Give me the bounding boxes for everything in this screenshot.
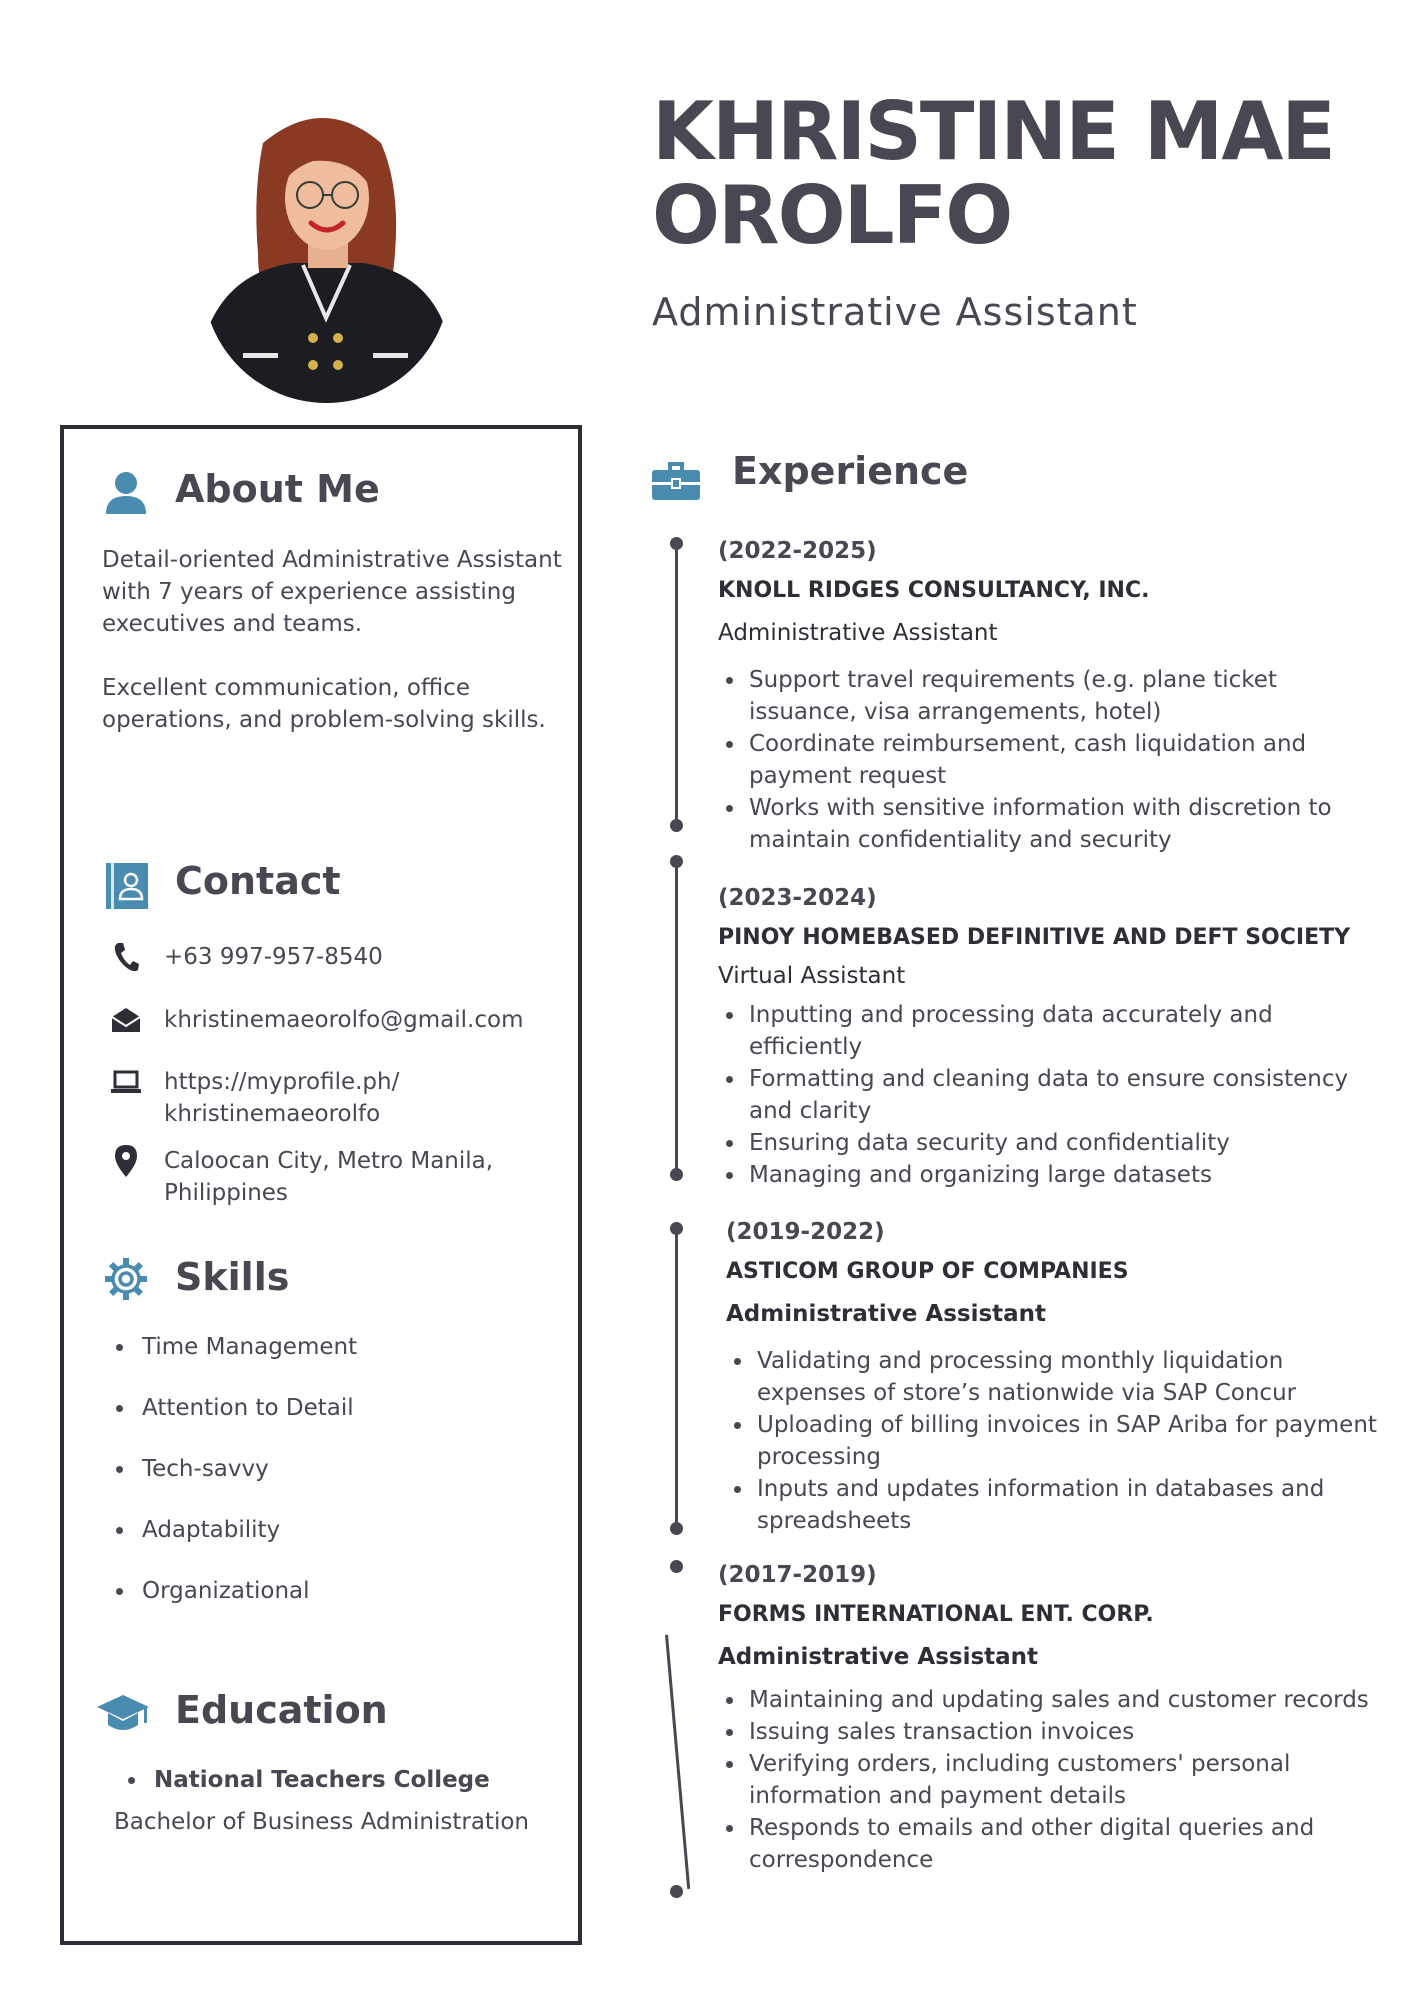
about-paragraph-1: Detail-oriented Administrative Assistant with 7 years of experience assisting executives and teams. (102, 547, 562, 637)
duty-item: Coordinate reimbursement, cash liquidation and payment request (718, 728, 1378, 792)
job-company: PINOY HOMEBASED DEFINITIVE AND DEFT SOCIETY (718, 925, 1351, 950)
website-line-1: https://myprofile.ph/ (164, 1069, 400, 1095)
timeline-line (665, 1635, 690, 1889)
duty-item: Support travel requirements (e.g. plane ticket issuance, visa arrangements, hotel) (718, 664, 1378, 728)
job-duties (718, 999, 1378, 1191)
location-line-1: Caloocan City, Metro Manila, (164, 1148, 494, 1174)
location-pin-icon (106, 1145, 146, 1177)
timeline-line (675, 1228, 678, 1528)
skill-item: Tech-savvy (102, 1453, 542, 1514)
skills-heading: Skills (175, 1255, 290, 1299)
contact-phone (106, 941, 383, 973)
timeline-dot (670, 1168, 683, 1181)
school-text: National Teachers College (154, 1767, 490, 1793)
job-duties (726, 1345, 1386, 1537)
job-role: Administrative Assistant (726, 1301, 1047, 1327)
job-role: Administrative Assistant (718, 620, 998, 646)
job-role: Virtual Assistant (718, 963, 906, 989)
envelope-icon (106, 1004, 146, 1036)
job-entry (718, 538, 1378, 856)
contact-book-icon (106, 863, 148, 914)
job-years: (2022-2025) (718, 538, 877, 564)
profile-photo (203, 103, 450, 403)
timeline-dot (670, 1560, 683, 1573)
about-paragraph-2: Excellent communication, office operations, and problem-solving skills. (102, 675, 546, 733)
website-link[interactable] (164, 1066, 399, 1130)
duty-item: Managing and organizing large datasets (718, 1159, 1378, 1191)
job-company: KNOLL RIDGES CONSULTANCY, INC. (718, 578, 1150, 603)
job-role: Administrative Assistant (718, 1644, 1039, 1670)
duty-item: Maintaining and updating sales and customer records (718, 1684, 1378, 1716)
website-line-2: khristinemaeorolfo (164, 1101, 381, 1127)
duty-item: Formatting and cleaning data to ensure consistency and clarity (718, 1063, 1378, 1127)
duty-item: Responds to emails and other digital queries and correspondence (718, 1812, 1378, 1876)
gear-icon (104, 1257, 148, 1306)
candidate-name (652, 85, 1372, 262)
contact-location (106, 1145, 493, 1209)
contact-email (106, 1004, 523, 1036)
job-duties (718, 1684, 1378, 1876)
job-entry (718, 885, 1378, 1191)
timeline-line (675, 543, 678, 825)
name-line-2: OROLFO (652, 169, 1012, 262)
email-link[interactable]: khristinemaeorolfo@gmail.com (164, 1007, 524, 1033)
graduation-cap-icon (96, 1693, 150, 1740)
about-section (102, 544, 562, 736)
skill-item: Organizational (102, 1575, 542, 1636)
duty-item: Issuing sales transaction invoices (718, 1716, 1378, 1748)
duty-item: Works with sensitive information with discretion to maintain confidentiality and security (718, 792, 1378, 856)
duty-item: Ensuring data security and confidentiality (718, 1127, 1378, 1159)
timeline-dot (670, 1522, 683, 1535)
duty-item: Inputs and updates information in databases and spreadsheets (726, 1473, 1386, 1537)
contact-heading: Contact (175, 859, 341, 903)
timeline-line (675, 861, 678, 1173)
job-company: FORMS INTERNATIONAL ENT. CORP. (718, 1602, 1154, 1627)
briefcase-icon (652, 460, 700, 507)
duty-item: Validating and processing monthly liquidation expenses of store’s nationwide via SAP Concur (726, 1345, 1386, 1409)
duty-item: Inputting and processing data accurately and efficiently (718, 999, 1378, 1063)
job-years: (2023-2024) (718, 885, 877, 911)
location-line-2: Philippines (164, 1180, 288, 1206)
duty-item: Verifying orders, including customers' personal information and payment details (718, 1748, 1378, 1812)
education-heading: Education (175, 1688, 388, 1732)
job-years: (2019-2022) (726, 1219, 885, 1245)
job-company: ASTICOM GROUP OF COMPANIES (726, 1259, 1129, 1284)
timeline-dot (670, 819, 683, 832)
phone-icon (106, 941, 146, 973)
job-entry (726, 1219, 1386, 1537)
location-text (164, 1145, 493, 1209)
school-name (114, 1764, 574, 1796)
job-title: Administrative Assistant (652, 290, 1138, 334)
laptop-icon (106, 1066, 146, 1098)
name-line-1: KHRISTINE MAE (652, 85, 1334, 178)
skill-item: Adaptability (102, 1514, 542, 1575)
about-heading: About Me (175, 467, 380, 511)
job-duties (718, 664, 1378, 856)
user-icon (104, 470, 148, 519)
skill-item: Attention to Detail (102, 1392, 542, 1453)
contact-website (106, 1066, 399, 1130)
job-years: (2017-2019) (718, 1562, 877, 1588)
job-entry (718, 1562, 1378, 1876)
degree-name: Bachelor of Business Administration (114, 1809, 529, 1835)
skills-list (102, 1331, 542, 1636)
duty-item: Uploading of billing invoices in SAP Ariba for payment processing (726, 1409, 1386, 1473)
timeline-dot (670, 1885, 683, 1898)
education-entry (114, 1764, 574, 1838)
skill-item: Time Management (102, 1331, 542, 1392)
phone-text: +63 997-957-8540 (164, 944, 383, 970)
experience-heading: Experience (732, 449, 969, 493)
